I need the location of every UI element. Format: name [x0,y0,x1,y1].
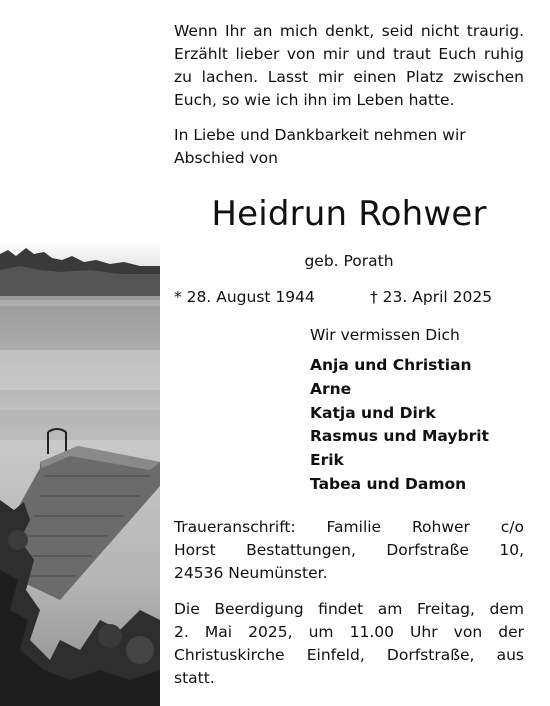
poem-line: Erzählt lieber von mir und traut Euch ruhig [174,45,524,63]
funeral-line: statt. [174,669,215,687]
lake-jetty-image [0,240,160,706]
miss-line: Wir vermissen Dich [310,326,460,344]
family-member: Arne [310,379,352,398]
family-member: Katja und Dirk [310,403,436,422]
poem-line: Euch, so wie ich ihn im Leben hatte. [174,91,455,109]
funeral-line: Christuskirche Einfeld, Dorfstraße, aus [174,646,524,664]
intro-line: Abschied von [174,149,278,167]
funeral-line: 2. Mai 2025, um 11.00 Uhr von der [174,623,524,641]
address-line: 24536 Neumünster. [174,564,328,582]
deceased-name: Heidrun Rohwer [211,194,487,234]
family-member: Erik [310,451,344,470]
poem-block [174,20,524,112]
family-list [310,354,530,497]
intro-block [174,124,524,170]
funeral-line: Die Beerdigung findet am Freitag, dem [174,600,524,618]
address-line: Horst Bestattungen, Dorfstraße 10, [174,541,524,559]
family-member: Anja und Christian [310,356,472,374]
family-member: Tabea und Damon [310,474,467,493]
funeral-info [174,598,524,690]
mourning-address [174,516,524,585]
family-member: Rasmus und Maybrit [310,427,489,446]
lake-jetty-photo [0,240,160,706]
life-dates [174,286,524,308]
intro-line: In Liebe und Dankbarkeit nehmen wir [174,126,466,144]
address-line: Traueranschrift: Familie Rohwer c/o [174,518,524,536]
death-date: † 23. April 2025 [370,288,493,306]
birth-date: * 28. August 1944 [174,288,315,306]
poem-line: Wenn Ihr an mich denkt, seid nicht traurig. [174,22,524,40]
birth-name: geb. Porath [304,252,394,270]
poem-line: zu lachen. Lasst mir einen Platz zwischen [174,68,524,86]
